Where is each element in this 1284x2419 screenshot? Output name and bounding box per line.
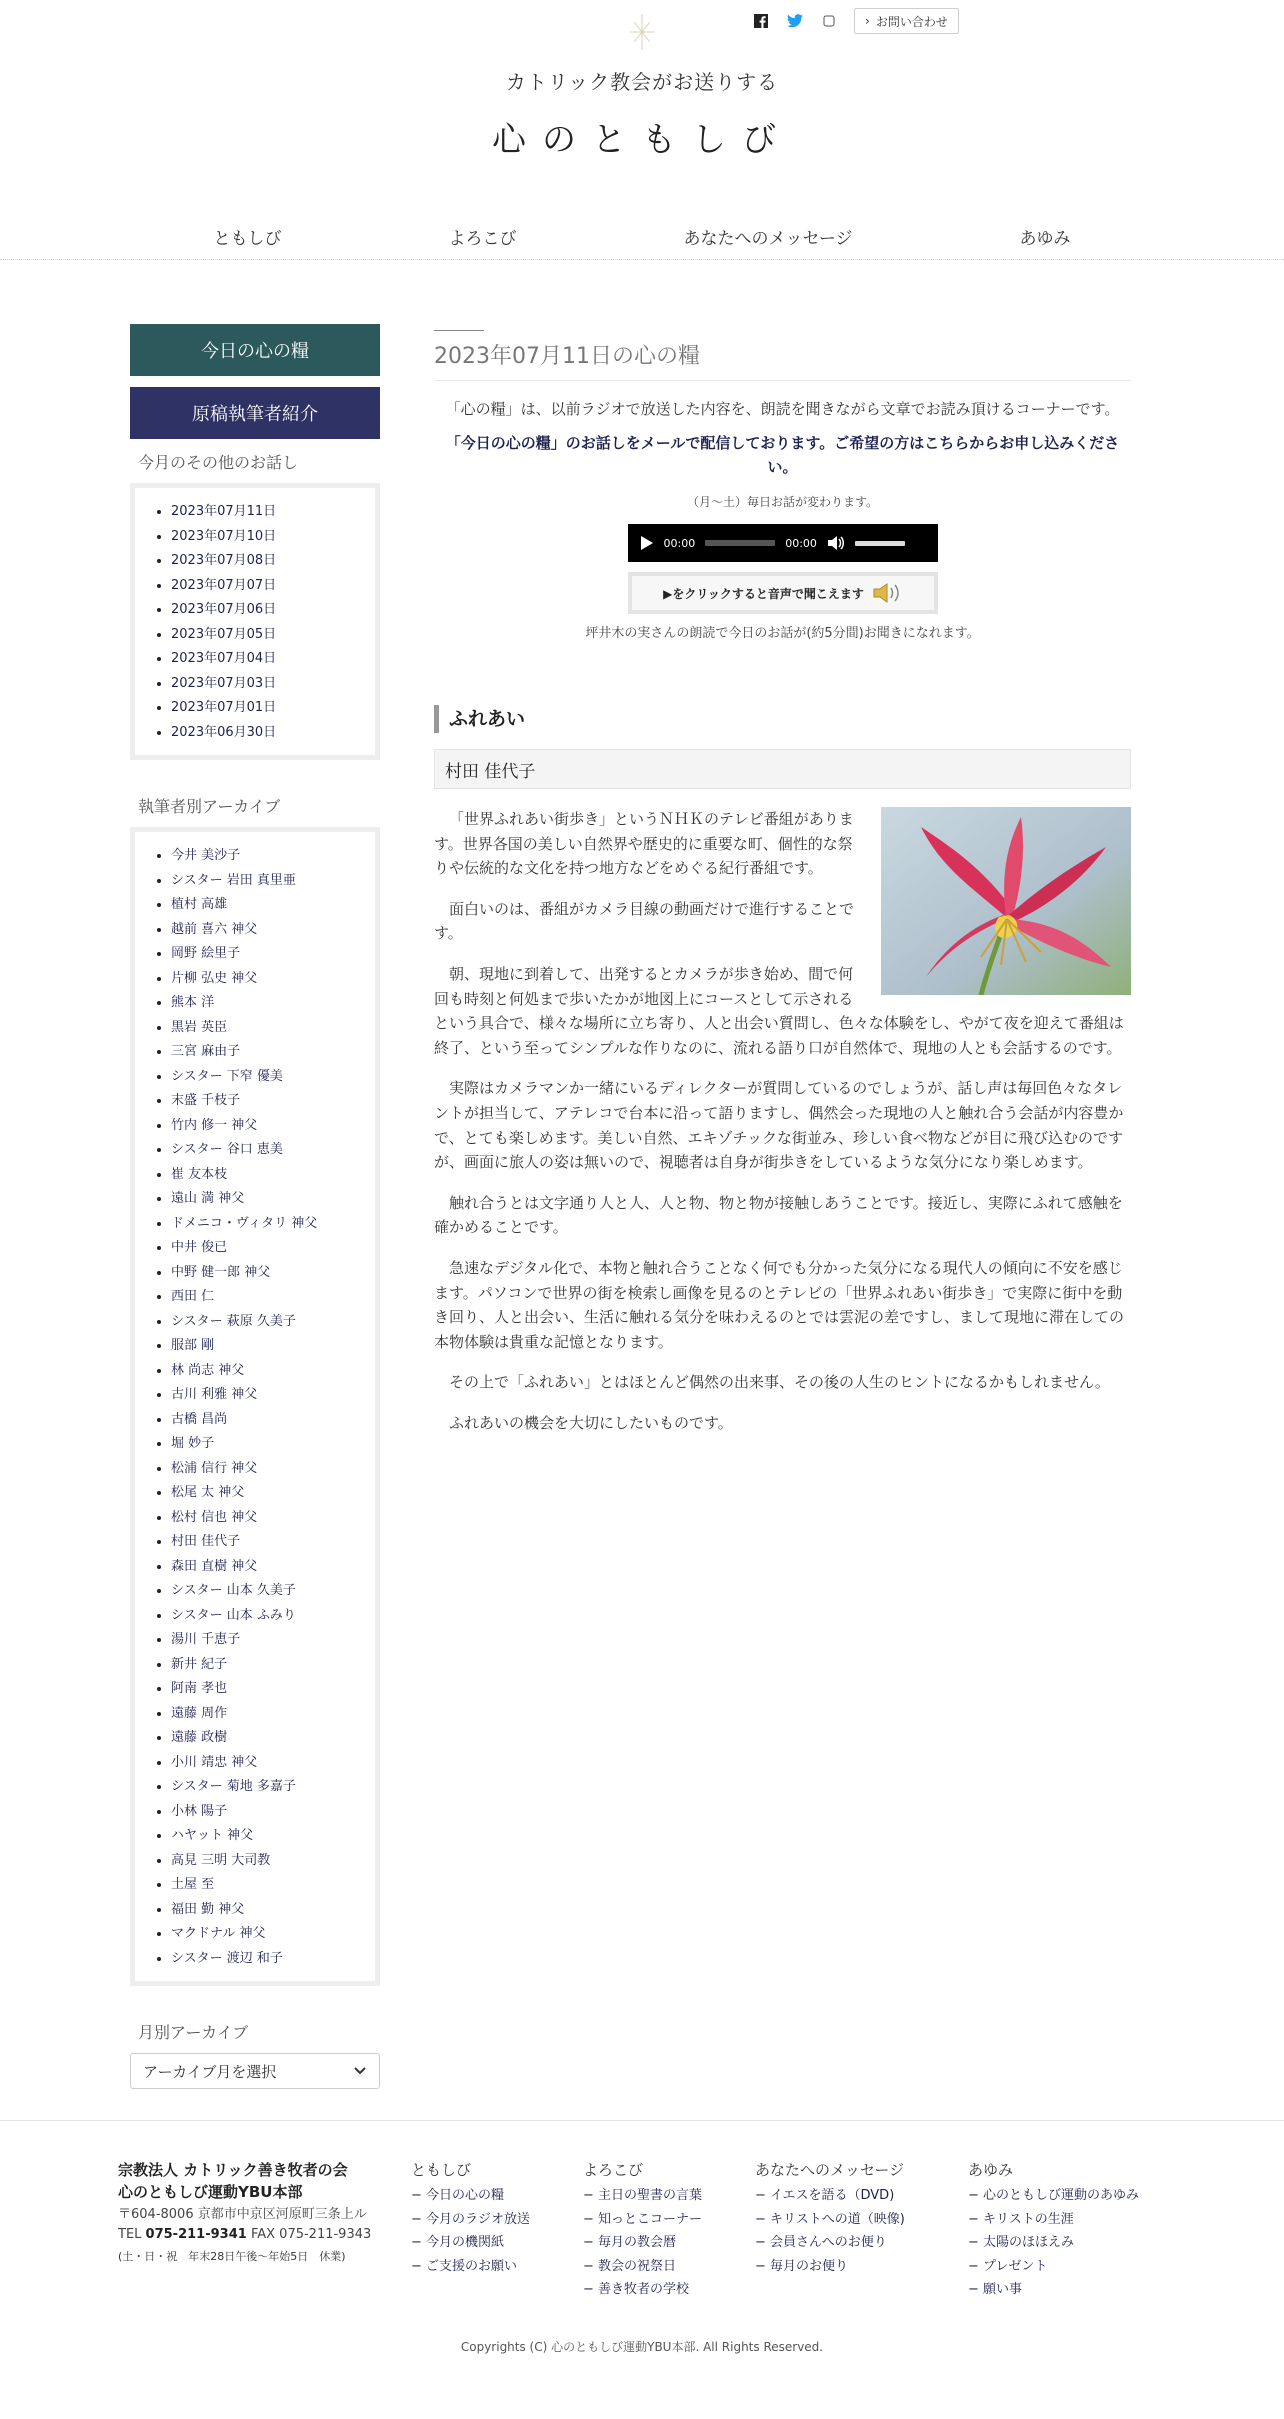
writer-archive-item[interactable]	[171, 991, 365, 1016]
writer-archive-item-link[interactable]: 新井 紀子	[171, 1656, 228, 1672]
writer-archive-item[interactable]	[171, 1334, 365, 1359]
nav-item-yorokobi[interactable]: よろこび	[448, 229, 517, 249]
date-archive-item[interactable]	[171, 647, 365, 672]
writer-archive-item[interactable]	[171, 1849, 365, 1874]
facebook-icon[interactable]	[752, 11, 770, 31]
header-tools	[752, 8, 959, 34]
writer-archive-item[interactable]	[171, 1506, 365, 1531]
site-footer	[0, 2120, 1284, 2419]
article-paragraph: 「世界ふれあい街歩き」というＮＨＫのテレビ番組があります。世界各国の美しい自然界や歴史的に重要な町、個性的な祭りや伝統的な文化を持つ地方などをめぐる紀行番組です。	[434, 810, 854, 878]
writer-archive-item[interactable]	[171, 1310, 365, 1335]
footer-col-yorokobi	[583, 2159, 702, 2302]
date-archive-item[interactable]	[171, 721, 365, 746]
writer-archive-item[interactable]	[171, 1261, 365, 1286]
date-archive-item[interactable]	[171, 672, 365, 697]
footer-link[interactable]: − 毎月の教会暦	[583, 2231, 702, 2255]
footer-link[interactable]: − 知っとこコーナー	[583, 2208, 702, 2232]
writer-archive-item-link[interactable]: シスター 渡辺 和子	[171, 1950, 283, 1966]
tel-label: TEL	[118, 2227, 142, 2242]
writer-archive-item-link[interactable]: 黒岩 英臣	[171, 1019, 228, 1035]
writer-archive-item-link[interactable]: 小川 靖忠 神父	[171, 1754, 258, 1770]
writer-archive-item[interactable]	[171, 1481, 365, 1506]
listen-button[interactable]	[628, 572, 938, 614]
other-stories-box	[130, 483, 380, 760]
writer-archive-heading: 執筆者別アーカイブ	[138, 797, 281, 816]
date-archive-item-link[interactable]: 2023年07月11日	[171, 504, 277, 519]
footer-col-heading: あなたへのメッセージ	[755, 2161, 905, 2179]
writer-archive-item-link[interactable]: マクドナル 神父	[171, 1926, 266, 1941]
footer-link[interactable]: − 心のともしび運動のあゆみ	[968, 2184, 1139, 2208]
audio-player	[628, 524, 938, 562]
chevron-right-icon: ›	[865, 14, 870, 28]
footer-link[interactable]: − 今月のラジオ放送	[411, 2208, 530, 2232]
footer-col-tomoshibi	[411, 2159, 530, 2278]
footer-link[interactable]: − キリストの生涯	[968, 2208, 1139, 2232]
writer-archive-item-link[interactable]: ドメニコ・ヴィタリ 神父	[171, 1215, 318, 1231]
date-archive-item-link[interactable]: 2023年07月08日	[171, 553, 277, 568]
writer-archive-item-link[interactable]: 小林 陽子	[171, 1803, 228, 1819]
footer-col-heading: よろこび	[583, 2161, 644, 2179]
writer-archive-item[interactable]	[171, 1530, 365, 1555]
article-paragraph: 急速なデジタル化で、本物と触れ合うことなく何でも分かった気分になる現代人の傾向に不安を感じます。パソコンで世界の街を検索し画像を見るのとテレビの「世界ふれあい街歩き」で実際に街中を動き回り、人と出会い、生活に触れる気分を味わえるのとでは雲泥の差ですし、まして現地に滞在しての本物体験は貴重な記憶となります。	[434, 1258, 1125, 1351]
article-paragraph: 実際はカメラマンか一緒にいるディレクターが質問しているのでしょうが、話し声は毎回色々なタレントが担当して、アテレコで台本に沿って語りますし、偶然会った現地の人と触れ合う会話が内容豊かで、とても楽しめます。美しい自然、エキゾチックな街並み、珍しい食べ物などが目に飛び込むのですが、画面に旅人の姿は無いので、視聴者は自身が街歩きをしているような気分になり楽しめます。	[434, 1079, 1124, 1172]
date-archive-item-link[interactable]: 2023年07月06日	[171, 602, 277, 617]
footer-link[interactable]: − 教会の祝祭日	[583, 2255, 702, 2279]
writer-archive-item-link[interactable]: 中野 健一郎 神父	[171, 1264, 271, 1280]
article-paragraph: 触れ合うとは文字通り人と人、人と物、物と物が接触しあうことです。接近し、実際にふれて感触を確かめることです。	[434, 1193, 1123, 1237]
writer-archive-item[interactable]	[171, 1947, 365, 1972]
footer-link[interactable]: − 願い事	[968, 2278, 1139, 2302]
footer-link[interactable]: − 今月の機関紙	[411, 2231, 530, 2255]
header-divider	[0, 259, 1284, 261]
footer-link[interactable]: − ご支援のお願い	[411, 2255, 530, 2279]
writer-archive-item[interactable]	[171, 918, 365, 943]
site-subtitle: カトリック教会がお送りする	[505, 70, 779, 94]
seek-bar[interactable]	[705, 540, 775, 546]
sidebar	[130, 324, 380, 2089]
writer-archive-item-link[interactable]: 森田 直樹 神父	[171, 1558, 258, 1574]
writer-archive-item[interactable]	[171, 1359, 365, 1384]
writer-archive-item[interactable]	[171, 1653, 365, 1678]
lily-flower-image	[881, 807, 1131, 995]
footer-link-list	[968, 2184, 1139, 2302]
footer-col-ayumi	[968, 2159, 1139, 2302]
writer-archive-item[interactable]	[171, 1114, 365, 1139]
mail-subscribe-link[interactable]: 「今日の心の糧」のお話しをメールで配信しております。ご希望の方はこちらからお申し込みください。	[445, 434, 1120, 476]
monthly-archive-select-value: アーカイブ月を選択	[143, 2062, 277, 2081]
writer-archive-item[interactable]	[171, 1873, 365, 1898]
writer-archive-item-link[interactable]: 松浦 信行 神父	[171, 1460, 258, 1476]
main-content	[434, 330, 1131, 1451]
schedule-note: （月〜土）毎日お話が変わります。	[686, 495, 879, 509]
writer-archive-item[interactable]	[171, 1236, 365, 1261]
writer-archive-item[interactable]	[171, 1604, 365, 1629]
volume-icon[interactable]	[827, 535, 845, 551]
writer-archive-item-link[interactable]: 西田 仁	[171, 1289, 215, 1304]
footer-link[interactable]: − 毎月のお便り	[755, 2255, 905, 2279]
nav-item-tomoshibi[interactable]: ともしび	[213, 229, 282, 249]
date-archive-item[interactable]	[171, 525, 365, 550]
writer-archive-item-link[interactable]: 片柳 弘史 神父	[171, 970, 258, 986]
footer-link[interactable]: − 会員さんへのお便り	[755, 2231, 905, 2255]
copyright: Copyrights (C) 心のともしび運動YBU本部. All Rights Reserved.	[460, 2340, 824, 2354]
nav-item-ayumi[interactable]: あゆみ	[1019, 229, 1071, 249]
date-archive-item[interactable]	[171, 500, 365, 525]
today-kokoro-button[interactable]: 今日の心の糧	[130, 324, 380, 376]
writer-archive-item-link[interactable]: 植村 高雄	[171, 897, 228, 912]
footer-link[interactable]: − プレゼント	[968, 2255, 1139, 2279]
writer-archive-item[interactable]	[171, 1726, 365, 1751]
writer-archive-item[interactable]	[171, 893, 365, 918]
business-hours: (土・日・祝 年末28日午後〜年始5日 休業)	[118, 2250, 346, 2263]
fax-label: FAX	[250, 2227, 276, 2242]
writer-archive-item[interactable]	[171, 844, 365, 869]
writer-archive-item[interactable]	[171, 1408, 365, 1433]
writer-archive-item-link[interactable]: 古橋 昌尚	[171, 1411, 228, 1427]
twitter-icon[interactable]	[786, 11, 804, 31]
writer-archive-item-link[interactable]: シスター 岩田 真里亜	[171, 872, 296, 888]
page-title: 2023年07月11日の心の糧	[434, 339, 1131, 381]
footer-link[interactable]: − 今日の心の糧	[411, 2184, 530, 2208]
writer-archive-item-link[interactable]: 遠藤 周作	[171, 1705, 228, 1721]
instagram-icon[interactable]	[820, 11, 838, 31]
intro-text: 「心の糧」は、以前ラジオで放送した内容を、朗読を聞きながら文章でお読み頂けるコーナーです。	[445, 400, 1120, 418]
footer-col-heading: あゆみ	[968, 2161, 1014, 2179]
date-archive-item-link[interactable]: 2023年07月03日	[171, 675, 277, 691]
org-name-1: 宗教法人 カトリック善き牧者の会	[118, 2161, 348, 2179]
fax-number: 075-211-9343	[279, 2227, 372, 2242]
tel-number[interactable]: 075-211-9341	[145, 2227, 247, 2242]
writer-archive-item-link[interactable]: 林 尚志 神父	[171, 1362, 245, 1378]
footer-link-list	[583, 2184, 702, 2302]
monthly-archive-heading: 月別アーカイブ	[138, 2023, 249, 2042]
writer-archive-item-link[interactable]: 湯川 千恵子	[171, 1632, 241, 1647]
article-paragraph: 面白いのは、番組がカメラ目線の動画だけで進行することです。	[434, 899, 855, 943]
date-archive-item-link[interactable]: 2023年07月01日	[171, 700, 277, 715]
writer-archive-item-link[interactable]: シスター 山本 ふみり	[171, 1607, 296, 1623]
current-time: 00:00	[663, 536, 696, 550]
writer-archive-item-link[interactable]: 遠山 満 神父	[171, 1191, 245, 1206]
footer-col-heading: ともしび	[411, 2161, 472, 2179]
listen-button-label: ▶をクリックすると音声で聞こえます	[663, 586, 864, 601]
writer-archive-item[interactable]	[171, 1702, 365, 1727]
footer-link[interactable]: − 太陽のほほえみ	[968, 2231, 1139, 2255]
writer-archive-item-link[interactable]: 今井 美沙子	[171, 848, 241, 863]
date-archive-item-link[interactable]: 2023年07月07日	[171, 577, 277, 593]
writer-archive-item-link[interactable]: シスター 菊地 多嘉子	[171, 1779, 296, 1794]
writer-archive-item[interactable]	[171, 1922, 365, 1947]
writer-archive-item-link[interactable]: 越前 喜六 神父	[171, 921, 258, 937]
date-archive-item[interactable]	[171, 574, 365, 599]
article-body	[434, 807, 1131, 1435]
other-stories-heading: 今月のその他のお話し	[138, 453, 299, 472]
writer-archive-item[interactable]	[171, 1187, 365, 1212]
date-archive-item[interactable]	[171, 598, 365, 623]
writer-archive-box	[130, 827, 380, 1986]
play-icon[interactable]	[640, 535, 654, 551]
writer-archive-item-link[interactable]: ハヤット 神父	[171, 1828, 254, 1843]
writer-archive-item-link[interactable]: 熊本 洋	[171, 995, 215, 1010]
writer-archive-item-link[interactable]: 末盛 千枝子	[171, 1093, 241, 1108]
article-paragraph: その上で「ふれあい」とはほとんど偶然の出来事、その後の人生のヒントになるかもしれません。	[449, 1373, 1110, 1392]
contact-button[interactable]	[854, 8, 959, 34]
writer-archive-item-link[interactable]: シスター 谷口 恵美	[171, 1142, 283, 1157]
date-archive-item-link[interactable]: 2023年07月04日	[171, 651, 277, 666]
writer-archive-item-link[interactable]: 服部 剛	[171, 1338, 215, 1353]
article-paragraph: ふれあいの機会を大切にしたいものです。	[449, 1413, 733, 1432]
writer-archive-item[interactable]	[171, 967, 365, 992]
writer-archive-item-link[interactable]: 堀 妙子	[171, 1436, 215, 1451]
writer-archive-list	[171, 844, 365, 1971]
nav-item-message[interactable]: あなたへのメッセージ	[683, 229, 853, 249]
writer-archive-item[interactable]	[171, 1065, 365, 1090]
writers-intro-button[interactable]: 原稿執筆者紹介	[130, 387, 380, 439]
writer-archive-item[interactable]	[171, 1800, 365, 1825]
writer-archive-item[interactable]	[171, 1628, 365, 1653]
writer-archive-item-link[interactable]: 遠藤 政樹	[171, 1730, 228, 1745]
total-time: 00:00	[785, 536, 817, 550]
writer-archive-item[interactable]	[171, 1285, 365, 1310]
writer-archive-item[interactable]	[171, 869, 365, 894]
author-name: 村田 佳代子	[434, 749, 1131, 789]
article-paragraph: 朝、現地に到着して、出発するとカメラが歩き始め、間で何回も時刻と何処まで歩いたかが地図上にコースとして示されるという具合で、様々な場所に立ち寄り、人と出会い質問し、色々な体験をし、やがて夜を迎えて番組は終了、という至ってシンプルな作りなのに、流れる語り口が自然体で、現地の人とも会話するのです。	[434, 964, 1124, 1057]
speaker-icon	[872, 582, 902, 604]
writer-archive-item[interactable]	[171, 1212, 365, 1237]
org-phone	[118, 2225, 408, 2245]
site-title[interactable]: 心のともしび	[492, 120, 792, 160]
org-name-2: 心のともしび運動YBU本部	[118, 2183, 303, 2201]
writer-archive-item[interactable]	[171, 1016, 365, 1041]
writer-archive-item[interactable]	[171, 1555, 365, 1580]
footer-link[interactable]: − イエスを語る（DVD)	[755, 2184, 905, 2208]
writer-archive-item[interactable]	[171, 1432, 365, 1457]
audio-note: 坪井木の実さんの朗読で今日のお話が(約5分間)お聞きになれます。	[585, 626, 980, 641]
story-title: ふれあい	[434, 705, 1131, 733]
writer-archive-item[interactable]	[171, 1383, 365, 1408]
writer-archive-item[interactable]	[171, 1677, 365, 1702]
footer-link-list	[411, 2184, 530, 2278]
writer-archive-item-link[interactable]: 松村 信也 神父	[171, 1509, 258, 1525]
writer-archive-item-link[interactable]: 三宮 麻由子	[171, 1044, 241, 1059]
writer-archive-item[interactable]	[171, 1898, 365, 1923]
global-nav	[130, 220, 1154, 253]
writer-archive-item[interactable]	[171, 1775, 365, 1800]
chevron-down-icon	[353, 2066, 367, 2076]
writer-archive-item-link[interactable]: シスター 萩原 久美子	[171, 1313, 296, 1329]
other-stories-list	[171, 500, 365, 745]
writer-archive-item[interactable]	[171, 1163, 365, 1188]
title-decoration	[434, 330, 484, 331]
writer-archive-item[interactable]	[171, 1089, 365, 1114]
org-address: 〒604-8006 京都市中京区河原町三条上ル	[118, 2207, 367, 2222]
footer-link[interactable]: − 善き牧者の学校	[583, 2278, 702, 2302]
writer-archive-item-link[interactable]: 村田 佳代子	[171, 1534, 241, 1549]
footer-link[interactable]: − キリストへの道（映像)	[755, 2208, 905, 2232]
writer-archive-item[interactable]	[171, 1457, 365, 1482]
writer-archive-item-link[interactable]: 竹内 修一 神父	[171, 1117, 258, 1133]
contact-label: お問い合わせ	[875, 14, 948, 29]
date-archive-item-link[interactable]: 2023年06月30日	[171, 724, 277, 740]
writer-archive-item-link[interactable]: 土屋 至	[171, 1877, 215, 1892]
writer-archive-item-link[interactable]: 中井 俊已	[171, 1240, 228, 1255]
candle-logo-icon	[627, 12, 657, 52]
writer-archive-item-link[interactable]: 岡野 絵里子	[171, 946, 241, 961]
writer-archive-item-link[interactable]: 福田 勤 神父	[171, 1901, 245, 1917]
footer-link-list	[755, 2184, 905, 2278]
date-archive-item-link[interactable]: 2023年07月05日	[171, 626, 277, 642]
writer-archive-item[interactable]	[171, 1040, 365, 1065]
writer-archive-item-link[interactable]: 崔 友本枝	[171, 1166, 228, 1182]
footer-link[interactable]: − 主日の聖書の言葉	[583, 2184, 702, 2208]
volume-slider[interactable]	[855, 541, 905, 546]
writer-archive-item[interactable]	[171, 1824, 365, 1849]
date-archive-item[interactable]	[171, 623, 365, 648]
writer-archive-item-link[interactable]: シスター 山本 久美子	[171, 1583, 296, 1598]
footer-organization	[118, 2159, 408, 2267]
writer-archive-item-link[interactable]: 古川 利雅 神父	[171, 1387, 258, 1402]
footer-col-message	[755, 2159, 905, 2278]
date-archive-item-link[interactable]: 2023年07月10日	[171, 528, 277, 544]
writer-archive-item-link[interactable]: 阿南 孝也	[171, 1681, 228, 1696]
date-archive-item[interactable]	[171, 549, 365, 574]
writer-archive-item[interactable]	[171, 1751, 365, 1776]
writer-archive-item[interactable]	[171, 942, 365, 967]
site-header	[0, 0, 1284, 262]
writer-archive-item[interactable]	[171, 1138, 365, 1163]
date-archive-item[interactable]	[171, 696, 365, 721]
writer-archive-item-link[interactable]: シスター 下窄 優美	[171, 1068, 283, 1084]
writer-archive-item-link[interactable]: 高見 三明 大司教	[171, 1852, 271, 1868]
writer-archive-item-link[interactable]: 松尾 太 神父	[171, 1485, 245, 1500]
writer-archive-item[interactable]	[171, 1579, 365, 1604]
monthly-archive-select[interactable]	[130, 2053, 380, 2089]
